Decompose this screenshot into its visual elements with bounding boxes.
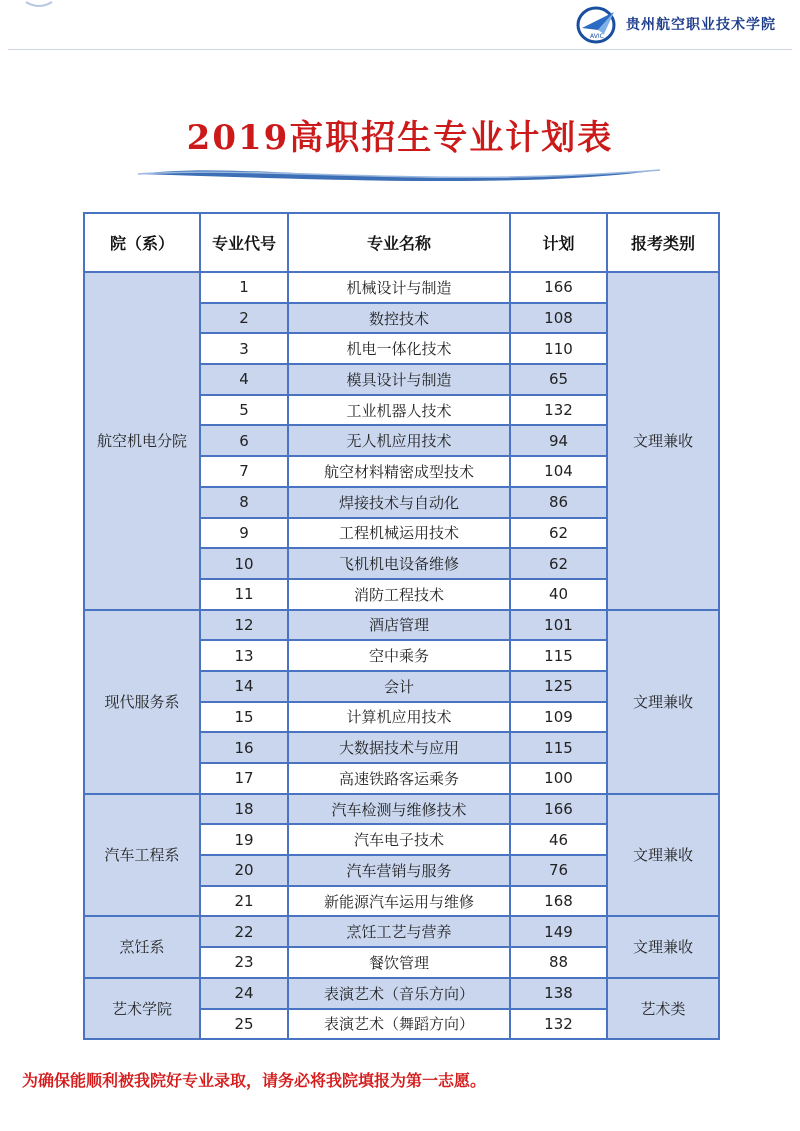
major-code-cell: 3 bbox=[200, 333, 288, 364]
major-code-cell: 8 bbox=[200, 487, 288, 518]
exam-category-cell: 文理兼收 bbox=[607, 272, 719, 610]
footer-note: 为确保能顺利被我院好专业录取，请务必将我院填报为第一志愿。 bbox=[22, 1071, 487, 1090]
enrollment-plan-table-container bbox=[83, 212, 718, 1040]
major-code-cell: 13 bbox=[200, 640, 288, 671]
plan-count-cell: 86 bbox=[510, 487, 607, 518]
plan-count-cell: 109 bbox=[510, 702, 607, 733]
major-code-cell: 22 bbox=[200, 916, 288, 947]
table-row bbox=[84, 794, 719, 825]
major-code-cell: 20 bbox=[200, 855, 288, 886]
table-row bbox=[84, 978, 719, 1009]
major-name-cell: 空中乘务 bbox=[288, 640, 510, 671]
major-code-cell: 5 bbox=[200, 395, 288, 426]
major-name-cell: 表演艺术（音乐方向） bbox=[288, 978, 510, 1009]
major-name-cell: 汽车电子技术 bbox=[288, 824, 510, 855]
plan-count-cell: 125 bbox=[510, 671, 607, 702]
major-code-cell: 4 bbox=[200, 364, 288, 395]
major-code-cell: 9 bbox=[200, 518, 288, 549]
plan-count-cell: 115 bbox=[510, 640, 607, 671]
major-name-cell: 酒店管理 bbox=[288, 610, 510, 641]
corner-decoration bbox=[24, 0, 54, 12]
page-title: 2019高职招生专业计划表 bbox=[186, 118, 614, 158]
table-header-row bbox=[84, 213, 719, 272]
column-header: 专业代号 bbox=[200, 213, 288, 272]
plan-count-cell: 166 bbox=[510, 272, 607, 303]
major-name-cell: 表演艺术（舞蹈方向） bbox=[288, 1009, 510, 1040]
plan-count-cell: 76 bbox=[510, 855, 607, 886]
plan-count-cell: 132 bbox=[510, 395, 607, 426]
column-header: 报考类别 bbox=[607, 213, 719, 272]
title-swoosh-decoration bbox=[130, 158, 670, 194]
department-cell: 艺术学院 bbox=[84, 978, 200, 1039]
major-name-cell: 工业机器人技术 bbox=[288, 395, 510, 426]
major-name-cell: 数控技术 bbox=[288, 303, 510, 334]
major-name-cell: 消防工程技术 bbox=[288, 579, 510, 610]
plan-count-cell: 149 bbox=[510, 916, 607, 947]
plan-count-cell: 62 bbox=[510, 518, 607, 549]
major-name-cell: 餐饮管理 bbox=[288, 947, 510, 978]
major-code-cell: 21 bbox=[200, 886, 288, 917]
major-name-cell: 模具设计与制造 bbox=[288, 364, 510, 395]
school-name: 贵州航空职业技术学院 bbox=[626, 17, 776, 33]
plan-count-cell: 62 bbox=[510, 548, 607, 579]
major-code-cell: 15 bbox=[200, 702, 288, 733]
exam-category-cell: 艺术类 bbox=[607, 978, 719, 1039]
major-code-cell: 18 bbox=[200, 794, 288, 825]
major-code-cell: 6 bbox=[200, 425, 288, 456]
plan-count-cell: 138 bbox=[510, 978, 607, 1009]
major-name-cell: 机械设计与制造 bbox=[288, 272, 510, 303]
major-code-cell: 11 bbox=[200, 579, 288, 610]
plan-count-cell: 110 bbox=[510, 333, 607, 364]
major-code-cell: 23 bbox=[200, 947, 288, 978]
exam-category-cell: 文理兼收 bbox=[607, 916, 719, 977]
header-divider bbox=[8, 49, 792, 50]
major-code-cell: 17 bbox=[200, 763, 288, 794]
major-name-cell: 汽车营销与服务 bbox=[288, 855, 510, 886]
major-name-cell: 计算机应用技术 bbox=[288, 702, 510, 733]
major-name-cell: 焊接技术与自动化 bbox=[288, 487, 510, 518]
table-row bbox=[84, 916, 719, 947]
major-name-cell: 烹饪工艺与营养 bbox=[288, 916, 510, 947]
plan-count-cell: 166 bbox=[510, 794, 607, 825]
major-name-cell: 汽车检测与维修技术 bbox=[288, 794, 510, 825]
major-code-cell: 25 bbox=[200, 1009, 288, 1040]
plan-count-cell: 132 bbox=[510, 1009, 607, 1040]
plan-count-cell: 101 bbox=[510, 610, 607, 641]
plan-count-cell: 65 bbox=[510, 364, 607, 395]
major-name-cell: 无人机应用技术 bbox=[288, 425, 510, 456]
plan-count-cell: 94 bbox=[510, 425, 607, 456]
department-cell: 烹饪系 bbox=[84, 916, 200, 977]
plan-count-cell: 168 bbox=[510, 886, 607, 917]
avic-logo-icon bbox=[574, 4, 624, 44]
exam-category-cell: 文理兼收 bbox=[607, 794, 719, 917]
major-code-cell: 10 bbox=[200, 548, 288, 579]
department-cell: 汽车工程系 bbox=[84, 794, 200, 917]
major-code-cell: 19 bbox=[200, 824, 288, 855]
major-name-cell: 高速铁路客运乘务 bbox=[288, 763, 510, 794]
major-name-cell: 工程机械运用技术 bbox=[288, 518, 510, 549]
plan-count-cell: 40 bbox=[510, 579, 607, 610]
major-name-cell: 航空材料精密成型技术 bbox=[288, 456, 510, 487]
major-code-cell: 24 bbox=[200, 978, 288, 1009]
school-logo bbox=[574, 4, 776, 44]
exam-category-cell: 文理兼收 bbox=[607, 610, 719, 794]
major-name-cell: 大数据技术与应用 bbox=[288, 732, 510, 763]
plan-count-cell: 46 bbox=[510, 824, 607, 855]
column-header: 专业名称 bbox=[288, 213, 510, 272]
plan-count-cell: 115 bbox=[510, 732, 607, 763]
table-body bbox=[84, 272, 719, 1039]
column-header: 院（系） bbox=[84, 213, 200, 272]
table-row bbox=[84, 272, 719, 303]
plan-count-cell: 104 bbox=[510, 456, 607, 487]
enrollment-plan-table bbox=[83, 212, 720, 1040]
major-code-cell: 16 bbox=[200, 732, 288, 763]
major-code-cell: 7 bbox=[200, 456, 288, 487]
major-name-cell: 会计 bbox=[288, 671, 510, 702]
major-name-cell: 飞机机电设备维修 bbox=[288, 548, 510, 579]
table-row bbox=[84, 610, 719, 641]
column-header: 计划 bbox=[510, 213, 607, 272]
logo-text: AVIC bbox=[590, 33, 604, 40]
major-code-cell: 12 bbox=[200, 610, 288, 641]
plan-count-cell: 108 bbox=[510, 303, 607, 334]
major-code-cell: 1 bbox=[200, 272, 288, 303]
department-cell: 航空机电分院 bbox=[84, 272, 200, 610]
major-name-cell: 新能源汽车运用与维修 bbox=[288, 886, 510, 917]
major-code-cell: 2 bbox=[200, 303, 288, 334]
plan-count-cell: 100 bbox=[510, 763, 607, 794]
plan-count-cell: 88 bbox=[510, 947, 607, 978]
major-code-cell: 14 bbox=[200, 671, 288, 702]
department-cell: 现代服务系 bbox=[84, 610, 200, 794]
major-name-cell: 机电一体化技术 bbox=[288, 333, 510, 364]
